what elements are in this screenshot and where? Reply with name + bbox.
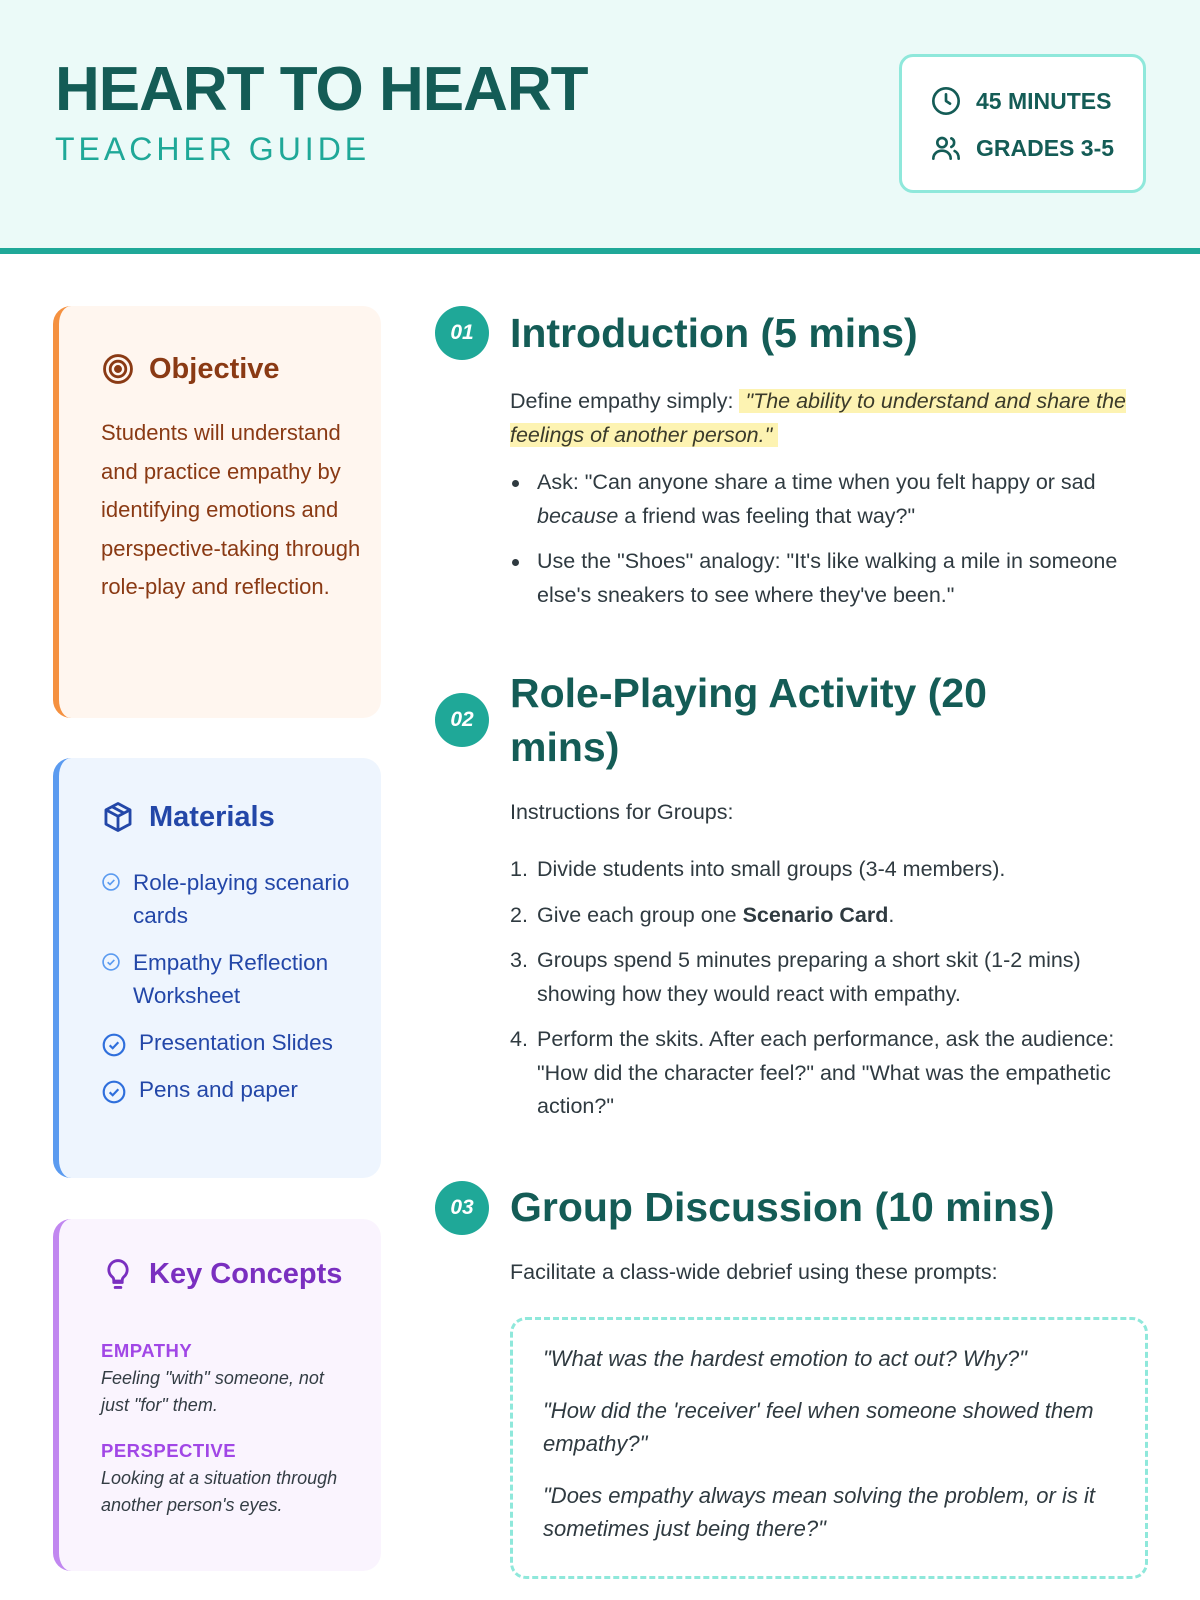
lesson-meta-box	[899, 54, 1146, 193]
step-text: Groups spend 5 minutes preparing a short skit (1-2 mins) showing how they would react with empathy.	[537, 948, 1081, 1006]
list-item: 1. Divide students into small groups (3-4 members).	[510, 857, 1006, 881]
section-number-badge: 02	[435, 693, 489, 747]
page-header	[0, 0, 1200, 254]
list-item	[101, 1073, 371, 1106]
duration-label: 45 MINUTES	[976, 87, 1112, 114]
materials-heading	[101, 800, 275, 834]
step-text: Perform the skits. After each performance, ask the audience: "How did the character feel?" and "What was the empathetic action?"	[537, 1027, 1115, 1118]
section-number-badge: 03	[435, 1181, 489, 1235]
role-play-steps	[510, 853, 1150, 1136]
concept-term-empathy: EMPATHY	[101, 1340, 193, 1361]
key-concepts-heading	[101, 1257, 342, 1291]
material-label: Pens and paper	[139, 1077, 298, 1102]
page-subtitle: TEACHER GUIDE	[55, 131, 371, 167]
empathy-definition	[510, 385, 1150, 452]
title-line: Role-Playing Activity (20	[510, 670, 987, 716]
list-item	[101, 866, 371, 932]
list-item	[101, 946, 371, 1012]
material-label: Role-playing scenario cards	[133, 870, 350, 928]
materials-card	[53, 758, 381, 1178]
clock-icon	[930, 85, 962, 117]
duration-row	[930, 85, 1111, 117]
list-item	[101, 1026, 371, 1059]
material-label: Presentation Slides	[139, 1030, 333, 1055]
key-concepts-card	[53, 1219, 381, 1571]
materials-list	[101, 866, 371, 1120]
step-emphasis: Scenario Card	[742, 902, 889, 927]
objective-heading-label: Objective	[149, 352, 280, 385]
instructions-label: Instructions for Groups:	[510, 800, 734, 824]
list-item: 3. Groups spend 5 minutes preparing a short skit (1-2 mins) showing how they would react with empathy.	[510, 948, 1081, 1006]
target-icon	[101, 352, 135, 386]
definition-lead: Define empathy simply:	[510, 389, 734, 413]
objective-text: Students will understand and practice empathy by identifying emotions and perspective-taking through role-play and reflection.	[101, 420, 361, 599]
title-line: mins)	[510, 724, 620, 770]
page-title: HEART TO HEART	[55, 55, 588, 124]
list-item: 4. Perform the skits. After each performance, ask the audience: "How did the character feel?" and "What was the empathetic action?"	[510, 1027, 1115, 1118]
section-number-badge: 01	[435, 306, 489, 360]
users-icon	[930, 132, 962, 164]
bullet-text: a friend was feeling that way?"	[618, 503, 916, 528]
concept-definition-perspective: Looking at a situation through another person's eyes.	[101, 1468, 338, 1515]
definition-highlight: "The ability to understand and share the feelings of another person."	[510, 389, 1126, 447]
concept-term-perspective: PERSPECTIVE	[101, 1440, 237, 1461]
section-title-group-discussion: Group Discussion (10 mins)	[510, 1184, 1055, 1230]
check-circle-icon	[101, 1079, 127, 1105]
list-item	[510, 545, 1150, 612]
key-concepts-heading-label: Key Concepts	[149, 1257, 343, 1290]
materials-heading-label: Materials	[149, 800, 275, 833]
grades-label: GRADES 3-5	[976, 134, 1115, 161]
step-text: .	[888, 902, 895, 927]
discussion-prompt: "What was the hardest emotion to act out? Why?"	[543, 1346, 1027, 1371]
discussion-prompt: "Does empathy always mean solving the problem, or is it sometimes just being there?"	[543, 1482, 1095, 1541]
intro-bullet-list	[510, 466, 1150, 624]
objective-heading	[101, 352, 280, 386]
material-label: Empathy Reflection Worksheet	[133, 950, 329, 1008]
box-icon	[101, 800, 135, 834]
step-text: Give each group one	[537, 902, 743, 927]
check-circle-icon	[101, 1032, 127, 1058]
discussion-prompt: "How did the 'receiver' feel when someone showed them empathy?"	[543, 1397, 1094, 1456]
check-circle-icon	[101, 952, 121, 972]
grades-row	[930, 132, 1114, 164]
lightbulb-icon	[101, 1257, 135, 1291]
bullet-text: Ask: "Can anyone share a time when you felt happy or sad	[537, 470, 1096, 494]
list-item: 2. Give each group one Scenario Card.	[510, 902, 895, 927]
bullet-emphasis: because	[537, 503, 619, 528]
objective-card	[53, 306, 381, 718]
section-title-role-playing	[510, 666, 987, 774]
concept-definition-empathy: Feeling "with" someone, not just "for" them.	[101, 1368, 324, 1415]
step-text: Divide students into small groups (3-4 members).	[537, 857, 1006, 881]
list-item	[510, 466, 1150, 533]
section-title-introduction: Introduction (5 mins)	[510, 310, 918, 356]
bullet-text: Use the "Shoes" analogy: "It's like walking a mile in someone else's sneakers to see where they've been."	[537, 549, 1118, 607]
check-circle-icon	[101, 872, 121, 892]
discussion-prompts-box	[510, 1317, 1148, 1579]
discussion-intro: Facilitate a class-wide debrief using these prompts:	[510, 1260, 998, 1284]
